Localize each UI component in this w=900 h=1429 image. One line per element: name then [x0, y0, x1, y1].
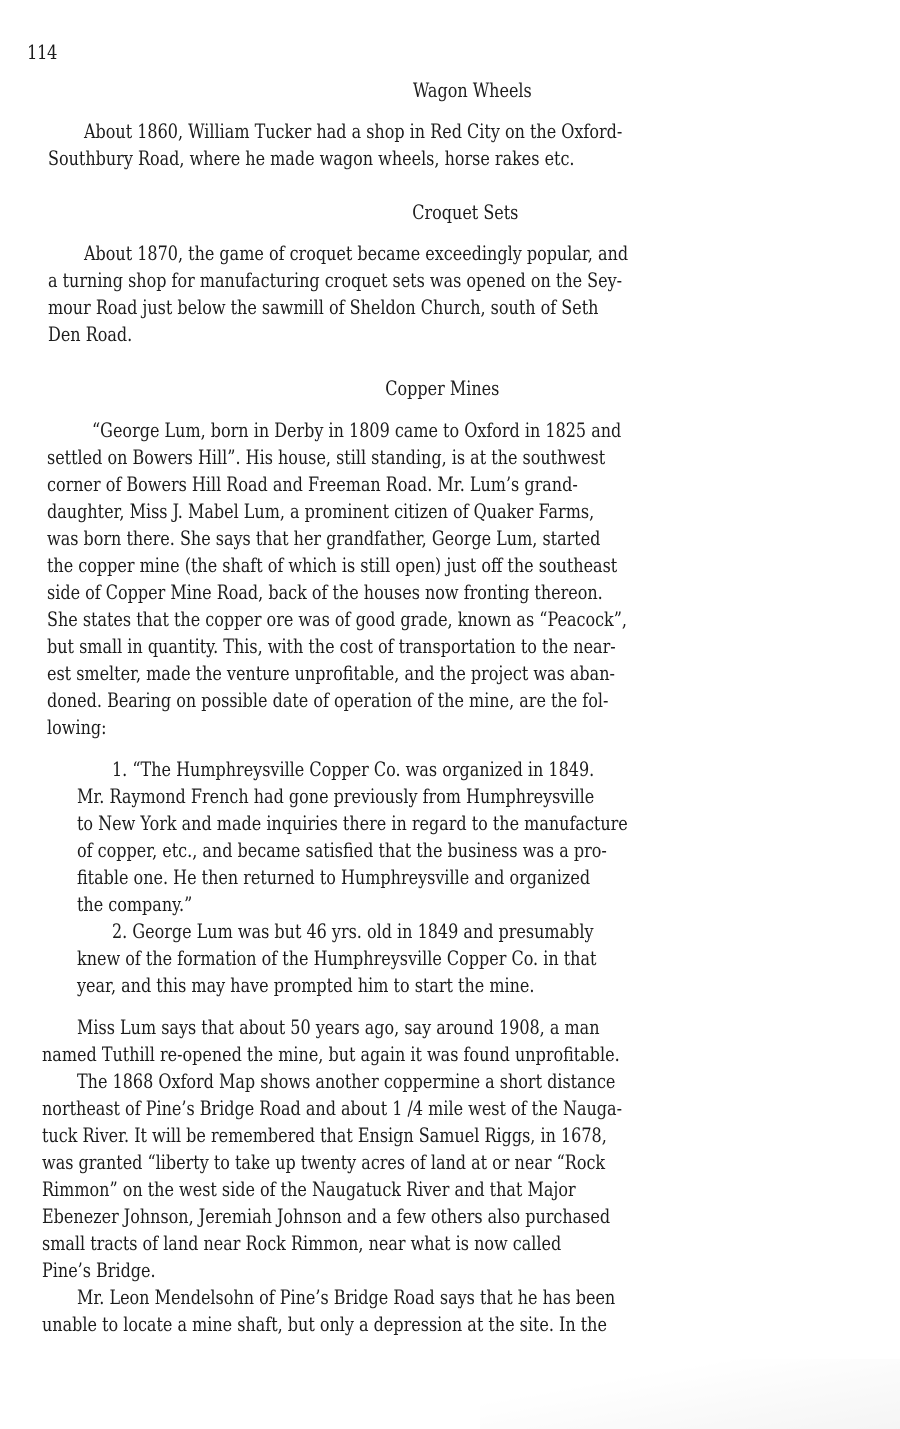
- paragraph-line: but small in quantity. This, with the cost of transportation to the near-: [47, 634, 616, 658]
- paragraph-line: daughter, Miss J. Mabel Lum, a prominent citizen of Quaker Farms,: [47, 499, 595, 523]
- scan-shadow: [480, 1359, 900, 1429]
- paragraph-line: small tracts of land near Rock Rimmon, near what is now called: [42, 1231, 562, 1255]
- list-item-line: knew of the formation of the Humphreysville Copper Co. in that: [77, 946, 597, 970]
- paragraph-line: was granted “liberty to take up twenty acres of land at or near “Rock: [42, 1150, 606, 1174]
- paragraph-line: settled on Bowers Hill”. His house, still standing, is at the southwest: [47, 445, 606, 469]
- list-item-line: Mr. Raymond French had gone previously from Humphreysville: [77, 784, 595, 808]
- paragraph-line: northeast of Pine’s Bridge Road and about 1 /4 mile west of the Nauga-: [42, 1096, 622, 1120]
- section-heading-wagon-wheels: Wagon Wheels: [412, 78, 532, 102]
- paragraph-line: lowing:: [47, 715, 107, 739]
- section-heading-copper-mines: Copper Mines: [384, 376, 500, 400]
- list-item-line: year, and this may have prompted him to start the mine.: [77, 973, 535, 997]
- paragraph-line: She states that the copper ore was of good grade, known as “Peacock”,: [47, 607, 628, 631]
- paragraph-line: The 1868 Oxford Map shows another coppermine a short distance: [77, 1069, 616, 1093]
- paragraph-line: doned. Bearing on possible date of operation of the mine, are the fol-: [47, 688, 609, 712]
- paragraph-line: tuck River. It will be remembered that Ensign Samuel Riggs, in 1678,: [42, 1123, 607, 1147]
- paragraph-line: Rimmon” on the west side of the Naugatuck River and that Major: [42, 1177, 576, 1201]
- paragraph-line: mour Road just below the sawmill of Sheldon Church, south of Seth: [48, 295, 599, 319]
- paragraph-line: Miss Lum says that about 50 years ago, say around 1908, a man: [77, 1015, 600, 1039]
- list-item-2: 2. George Lum was but 46 yrs. old in 1849 and presumably: [112, 919, 594, 943]
- paragraph-line: the copper mine (the shaft of which is still open) just off the southeast: [47, 553, 618, 577]
- paragraph-line: a turning shop for manufacturing croquet sets was opened on the Sey-: [48, 268, 623, 292]
- paragraph-line: About 1860, William Tucker had a shop in Red City on the Oxford-: [84, 119, 623, 143]
- paragraph-line: side of Copper Mine Road, back of the houses now fronting thereon.: [47, 580, 603, 604]
- paragraph-line: corner of Bowers Hill Road and Freeman Road. Mr. Lum’s grand-: [47, 472, 578, 496]
- section-heading-croquet-sets: Croquet Sets: [411, 200, 519, 224]
- paragraph-line: Den Road.: [48, 322, 133, 346]
- list-item-1: 1. “The Humphreysville Copper Co. was organized in 1849.: [112, 757, 595, 781]
- list-item-line: to New York and made inquiries there in regard to the manufacture: [77, 811, 628, 835]
- paragraph-line: “George Lum, born in Derby in 1809 came to Oxford in 1825 and: [92, 418, 622, 442]
- paragraph-line: Mr. Leon Mendelsohn of Pine’s Bridge Road says that he has been: [77, 1285, 616, 1309]
- list-item-line: fitable one. He then returned to Humphreysville and organized: [77, 865, 591, 889]
- paragraph-line: unable to locate a mine shaft, but only a depression at the site. In the: [42, 1312, 607, 1336]
- paragraph-line: About 1870, the game of croquet became exceedingly popular, and: [84, 241, 629, 265]
- paragraph-line: named Tuthill re-opened the mine, but again it was found unprofitable.: [42, 1042, 620, 1066]
- page-number: 114: [27, 40, 58, 64]
- list-item-line: the company.”: [77, 892, 193, 916]
- paragraph-line: was born there. She says that her grandfather, George Lum, started: [47, 526, 601, 550]
- paragraph-line: est smelter, made the venture unprofitable, and the project was aban-: [47, 661, 615, 685]
- list-item-line: of copper, etc., and became satisfied that the business was a pro-: [77, 838, 607, 862]
- paragraph-line: Southbury Road, where he made wagon wheels, horse rakes etc.: [48, 146, 575, 170]
- paragraph-line: Pine’s Bridge.: [42, 1258, 156, 1282]
- paragraph-line: Ebenezer Johnson, Jeremiah Johnson and a few others also purchased: [42, 1204, 611, 1228]
